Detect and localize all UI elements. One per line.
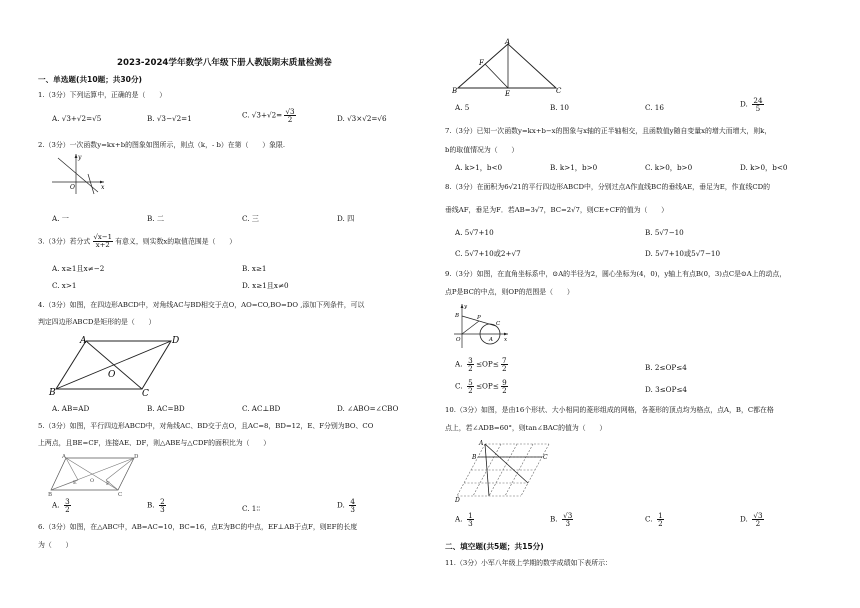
- question-4-option-b[interactable]: B. AC=BD: [147, 404, 185, 413]
- q10-label-a: A: [479, 440, 484, 447]
- question-10-option-c[interactable]: [645, 512, 664, 527]
- question-9-option-b[interactable]: B. 2≤OP≤4: [645, 363, 687, 372]
- question-4-option-a[interactable]: A. AB=AD: [52, 404, 90, 413]
- question-7-option-a[interactable]: A. k>1，b<0: [455, 163, 503, 172]
- question-3-stem: [38, 234, 236, 249]
- question-10-option-a[interactable]: [455, 512, 474, 527]
- question-3-fraction: $\frac{√x-1}{x+2}$: [93, 233, 112, 249]
- question-3-option-a[interactable]: A. x≥1且x≠−2: [52, 264, 105, 273]
- q10-c-letter: C.: [645, 514, 653, 524]
- question-6-option-d[interactable]: [740, 97, 764, 112]
- q5-label-c: C: [118, 492, 123, 496]
- question-2-option-b[interactable]: B. 二: [147, 214, 165, 223]
- question-4-option-c[interactable]: C. AC⊥BD: [242, 404, 281, 413]
- q9-label-x: x: [504, 337, 508, 343]
- q5-label-b: B: [48, 492, 53, 496]
- q4-label-d: D: [172, 336, 180, 346]
- q9-a-mid: ≤OP≤: [475, 359, 499, 369]
- question-3-option-b[interactable]: B. x≥1: [242, 264, 267, 273]
- q4-label-o: O: [108, 370, 116, 380]
- q9-label-c: C: [496, 321, 501, 327]
- question-4-option-d[interactable]: D. ∠ABO=∠CBO: [337, 404, 399, 413]
- q4-label-a: A: [80, 336, 87, 346]
- question-5-option-b[interactable]: [147, 498, 166, 513]
- q5-d-letter: D.: [337, 500, 345, 510]
- q9-c-mid: ≤OP≤: [475, 381, 499, 391]
- q10-c-fraction: $\frac{1}{2}$: [658, 511, 663, 529]
- q5-b-letter: B.: [147, 500, 155, 510]
- q9-label-b: B: [455, 313, 460, 319]
- q2-label-x: x: [101, 184, 105, 191]
- question-5-option-c[interactable]: C. 1∶∶: [242, 504, 261, 513]
- q4-label-b: B: [49, 388, 56, 397]
- question-6-figure: [452, 38, 564, 96]
- question-3-option-d[interactable]: D. x≥1且x≠0: [242, 281, 289, 290]
- q5-label-o: O: [90, 478, 95, 484]
- section-heading-single-choice: 一、单选题(共10题；共30分): [38, 75, 143, 84]
- q4-label-c: C: [142, 389, 149, 397]
- question-7-line-2: b的取值情况为（ ）: [445, 146, 519, 154]
- question-8-line-2: 垂线AF，垂足为F．若AB=3√7，BC=2√7，则CE+CF的值为（ ）: [445, 206, 669, 214]
- q9-a-frac-2: $\frac{7}{2}$: [502, 356, 507, 374]
- section-heading-fill-in: 二、填空题(共5题；共15分): [445, 542, 544, 551]
- question-6-option-c[interactable]: C. 16: [645, 103, 664, 112]
- question-10-figure: [455, 440, 553, 502]
- q5-a-letter: A.: [52, 500, 60, 510]
- q9-label-a: A: [489, 337, 493, 343]
- q9-label-p: P: [477, 315, 481, 321]
- question-2-option-a[interactable]: A. 一: [52, 214, 69, 223]
- question-6-line-2: 为（ ）: [38, 541, 73, 549]
- question-1-stem: 1.（3分）下列运算中，正确的是（ ）: [38, 91, 167, 99]
- q6-label-e: E: [505, 90, 511, 96]
- q9-label-y: y: [464, 304, 468, 310]
- question-2-option-d[interactable]: D. 四: [337, 214, 355, 223]
- q6-d-fraction: $\frac{24}{5}$: [753, 96, 763, 114]
- q9-c-frac-2: $\frac{9}{2}$: [502, 378, 507, 396]
- question-8-option-b[interactable]: B. 5√7−10: [645, 228, 684, 237]
- question-9-option-c[interactable]: [455, 379, 508, 394]
- q6-d-letter: D.: [740, 99, 748, 109]
- q9-a-letter: A.: [455, 359, 463, 369]
- question-9-option-a[interactable]: [455, 357, 508, 372]
- question-10-line-1: 10.（3分）如图，是由16个形状、大小相同的菱形组成的网格，各菱形的顶点均为格点，点A，B，C都在格: [445, 406, 774, 414]
- q5-label-f: F: [106, 481, 110, 487]
- question-10-line-2: 点上，若∠ADB=60°，则tan∠BAC的值为（ ）: [445, 424, 607, 432]
- question-6-line-1: 6.（3分）如图，在△ABC中，AB=AC=10，BC=16，点E为BC的中点，EF⊥AB于点F，则EF的长度: [38, 523, 358, 531]
- question-4-line-1: 4.（3分）如图，在四边形ABCD中，对角线AC与BD相交于点O，AO=CO,BO=DO ,添加下列条件，可以: [38, 301, 365, 309]
- question-5-option-d[interactable]: [337, 498, 356, 513]
- question-8-line-1: 8.（3分）在面积为6√21的平行四边形ABCD中，分别过点A作直线BC的垂线AE，垂足为E，作直线CD的: [445, 183, 771, 191]
- question-1-option-b[interactable]: B. √3−√2=1: [147, 114, 192, 123]
- question-7-option-b[interactable]: B. k>1，b>0: [550, 163, 598, 172]
- q2-label-o: O: [70, 184, 75, 191]
- question-4-figure: [46, 333, 186, 397]
- q10-label-c: C: [543, 454, 548, 461]
- question-1-option-c-text: C. √3+√2=: [242, 110, 283, 120]
- question-5-figure: [48, 452, 140, 496]
- question-5-line-1: 5.（3分）如图，平行四边形ABCD中，对角线AC、BD交于点O，且AC=8，BD=12，E、F分别为BO、CO: [38, 422, 374, 430]
- question-3-option-c[interactable]: C. x>1: [52, 281, 77, 290]
- q10-b-fraction: $\frac{√3}{3}$: [563, 511, 573, 529]
- q6-label-b: B: [452, 87, 458, 95]
- question-6-option-b[interactable]: B. 10: [550, 103, 569, 112]
- question-10-option-d[interactable]: [740, 512, 764, 527]
- question-7-line-1: 7.（3分）已知一次函数y=kx+b−x的图象与x轴的正半轴相交，且函数值y随自变量x的增大而增大，则k，: [445, 127, 772, 135]
- question-8-option-a[interactable]: A. 5√7+10: [455, 228, 494, 237]
- q5-a-fraction: $\frac{3}{2}$: [65, 497, 70, 515]
- question-3-stem-b: 有意义，则实数x的取值范围是（ ）: [115, 237, 237, 246]
- question-1-option-d[interactable]: D. √3×√2=√6: [337, 114, 387, 123]
- q5-d-fraction: $\frac{4}{3}$: [350, 497, 355, 515]
- q2-label-y: y: [78, 154, 82, 161]
- q9-a-frac-1: $\frac{3}{2}$: [468, 356, 473, 374]
- question-2-stem: 2.（3分）一次函数y=kx+b的图象如图所示，则点（k，- b）在第（ ）象限.: [38, 141, 286, 149]
- q5-label-e: E: [73, 480, 77, 486]
- question-5-line-2: 上两点，且BE=CF，连接AE、DF，则△ABE与△CDF的面积比为（ ）: [38, 439, 271, 447]
- question-2-option-c[interactable]: C. 三: [242, 214, 259, 223]
- q10-label-d: D: [455, 497, 460, 502]
- q6-label-c: C: [556, 87, 562, 95]
- q9-c-frac-1: $\frac{5}{2}$: [468, 378, 473, 396]
- q5-label-d: D: [134, 454, 139, 460]
- question-5-option-a[interactable]: [52, 498, 71, 513]
- question-1-option-c-fraction: $\frac{√3}{2}$: [285, 107, 295, 125]
- question-11-stem: 11.（3分）小军八年级上学期的数学成绩如下表所示：: [445, 559, 612, 567]
- question-8-option-c[interactable]: C. 5√7+10或2+√7: [455, 249, 521, 258]
- q5-b-fraction: $\frac{2}{3}$: [160, 497, 165, 515]
- question-1-option-a[interactable]: A. √3+√2=√5: [52, 114, 102, 123]
- question-8-option-d[interactable]: D. 5√7+10或5√7−10: [645, 249, 721, 258]
- page-title: 2023-2024学年数学八年级下册人教版期末质量检测卷: [117, 58, 332, 68]
- q10-b-letter: B.: [550, 514, 558, 524]
- question-6-option-a[interactable]: A. 5: [455, 103, 470, 112]
- question-9-figure: [452, 302, 510, 350]
- question-10-option-b[interactable]: [550, 512, 573, 527]
- question-7-option-d[interactable]: D. k>0，b<0: [740, 163, 788, 172]
- question-1-option-c[interactable]: [242, 108, 296, 123]
- q10-d-letter: D.: [740, 514, 748, 524]
- q6-label-f: F: [479, 59, 484, 67]
- q10-a-letter: A.: [455, 514, 463, 524]
- question-9-line-2: 点P是BC的中点，则OP的范围是（ ）: [445, 288, 574, 296]
- question-9-line-1: 9.（3分）如图，在直角坐标系中，⊙A的半径为2，圆心坐标为(4，0)，y轴上有点B(0，3)点C是⊙A上的动点，: [445, 270, 787, 278]
- q10-a-fraction: $\frac{1}{3}$: [468, 511, 473, 529]
- q5-label-a: A: [62, 454, 66, 460]
- question-3-stem-a: 3.（3分）若分式: [38, 237, 91, 246]
- question-7-option-c[interactable]: C. k>0，b>0: [645, 163, 693, 172]
- question-4-line-2: 判定四边形ABCD是矩形的是（ ）: [38, 318, 156, 326]
- q10-label-b: B: [472, 454, 477, 461]
- question-9-option-d[interactable]: D. 3≤OP≤4: [645, 385, 687, 394]
- question-2-figure: [48, 152, 108, 196]
- q6-label-a: A: [505, 38, 511, 46]
- q9-label-o: O: [456, 337, 461, 343]
- q10-d-fraction: $\frac{√3}{2}$: [753, 511, 763, 529]
- q9-c-letter: C.: [455, 381, 463, 391]
